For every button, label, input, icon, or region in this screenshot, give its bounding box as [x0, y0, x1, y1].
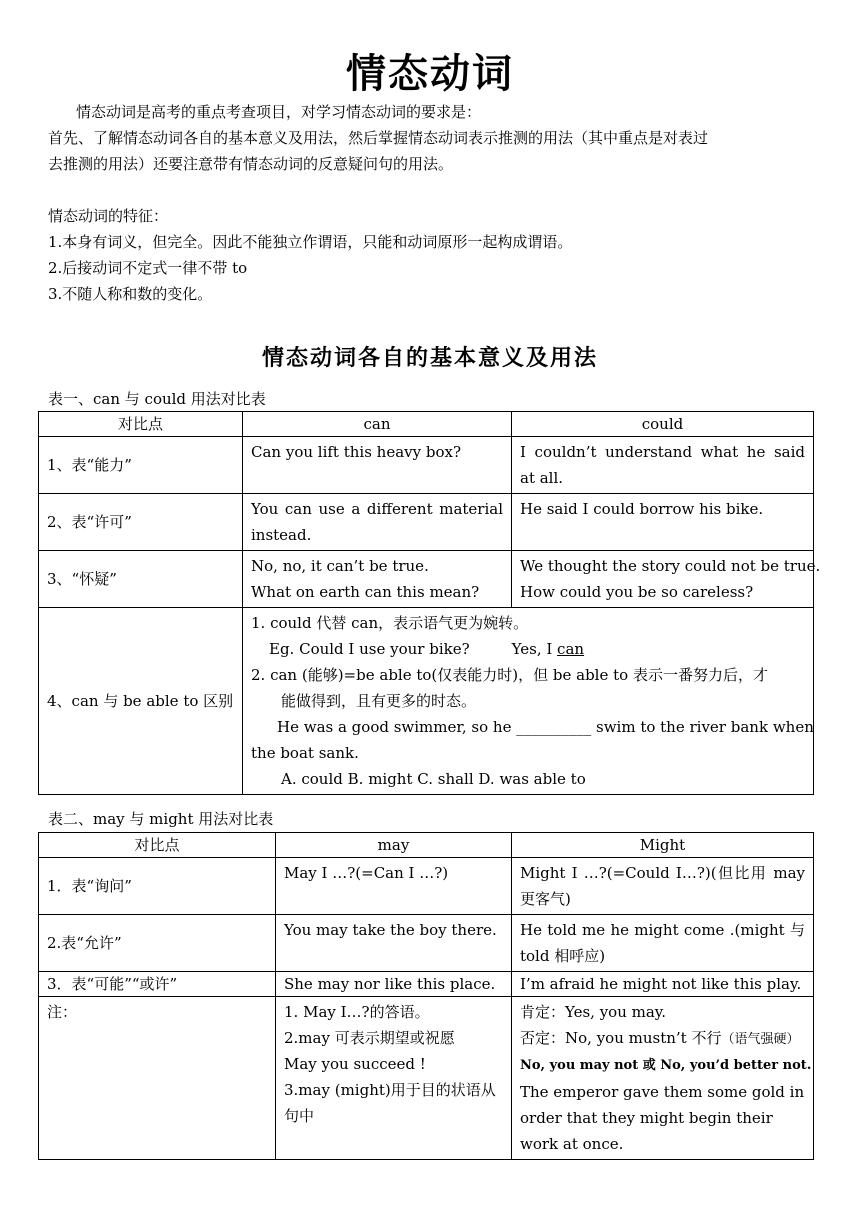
explanation-line: 能做得到，且有更多的时态。 [281, 692, 477, 710]
table-cell-could: I couldn’t understand what he said at all. [512, 437, 814, 494]
table-header-cell: may [276, 833, 512, 858]
note-line: No, you may not 或 No, you’d better not. [520, 1058, 812, 1073]
table-row [39, 997, 814, 1160]
example-answer-underlined: can [557, 640, 585, 658]
features-heading: 情态动词的特征： [48, 207, 169, 225]
exercise-question: the boat sank. [251, 744, 359, 762]
note-line: 1. May I…?的答语。 [284, 1003, 430, 1021]
intro-line-3: 去推测的用法）还要注意带有情态动词的反意疑问句的用法。 [48, 155, 454, 173]
can-could-table [38, 411, 821, 795]
note-line: The emperor gave them some gold in order that they might begin their work at once. [520, 1083, 805, 1153]
example-line: No, no, it can’t be true. [251, 557, 429, 575]
table-row [39, 608, 814, 795]
note-line [520, 1025, 805, 1053]
note-line: 2.may 可表示期望或祝愿 [284, 1029, 455, 1047]
section-title: 情态动词各自的基本意义及用法 [261, 346, 598, 371]
table-cell-may: You may take the boy there. [276, 915, 512, 972]
table-cell-might: I’m afraid he might not like this play. [512, 972, 814, 997]
page-title: 情态动词 [346, 51, 514, 97]
table1-caption: 表一、can 与 could 用法对比表 [48, 390, 266, 408]
table-cell-could [512, 551, 821, 608]
table-row [39, 494, 814, 551]
feature-item-2: 2.后接动词不定式一律不带 to [48, 259, 248, 277]
note-negative: 否定：No, you mustn’t 不行 [520, 1029, 722, 1047]
table-header-row [39, 412, 814, 437]
table-cell-can: You can use a different material instead. [243, 494, 512, 551]
note-line: 3.may (might)用于目的状语从句中 [284, 1081, 496, 1125]
table-cell-note-label: 注： [39, 997, 276, 1160]
explanation-example [251, 636, 805, 662]
table-cell-note-may [276, 997, 512, 1160]
example-line: How could you be so careless? [520, 583, 754, 601]
explanation-line: 1. could 代替 can，表示语气更为婉转。 [251, 614, 529, 632]
feature-item-3: 3.不随人称和数的变化。 [48, 285, 213, 303]
example-answer: Yes, I [511, 640, 558, 658]
example-question: Eg. Could I use your bike? [269, 640, 470, 658]
note-tone: （语气强硬） [721, 1032, 800, 1047]
table-cell-can: Can you lift this heavy box? [243, 437, 512, 494]
table-cell-can [243, 551, 512, 608]
table-row [39, 972, 814, 997]
table-cell-point: 3、“怀疑” [39, 551, 243, 608]
table-header-cell: could [512, 412, 814, 437]
table-header-cell: 对比点 [39, 833, 276, 858]
table-cell-point: 2、表“许可” [39, 494, 243, 551]
table-row [39, 551, 814, 608]
example-line: We thought the story could not be true. [520, 557, 821, 575]
table-header-cell: can [243, 412, 512, 437]
feature-item-1: 1.本身有词义，但完全。因此不能独立作谓语，只能和动词原形一起构成谓语。 [48, 233, 573, 251]
table-cell-may: May I …?(=Can I …?) [276, 858, 512, 915]
table-cell-explanation [243, 608, 814, 795]
table-cell-point: 4、can 与 be able to 区别 [39, 608, 243, 795]
table-cell-might: Might I …?(=Could I…?)(但比用 may 更客气) [512, 858, 814, 915]
intro-line-2: 首先、了解情态动词各自的基本意义及用法，然后掌握情态动词表示推测的用法（其中重点是对表过 [48, 129, 709, 147]
table-cell-point: 1．表“询问” [39, 858, 276, 915]
table-row [39, 858, 814, 915]
note-line: May you succeed ! [284, 1055, 426, 1073]
table-cell-might: He told me he might come .(might 与 told 相呼应) [512, 915, 814, 972]
table2-caption: 表二、may 与 might 用法对比表 [48, 810, 274, 828]
table-cell-point: 1、表“能力” [39, 437, 243, 494]
table-cell-point: 2.表“允许” [39, 915, 276, 972]
explanation-line: 2. can (能够)=be able to(仅表能力时)，但 be able to 表示一番努力后，才 [251, 666, 768, 684]
example-line: What on earth can this mean? [251, 583, 480, 601]
table-header-row [39, 833, 814, 858]
table-cell-note-might [512, 997, 814, 1160]
may-might-table [38, 832, 814, 1160]
note-line: 肯定：Yes, you may. [520, 1003, 667, 1021]
table-cell-could: He said I could borrow his bike. [512, 494, 814, 551]
table-cell-point: 3．表“可能”“或许” [39, 972, 276, 997]
intro-line-1: 情态动词是高考的重点考查项目，对学习情态动词的要求是： [76, 103, 482, 121]
table-cell-may: She may nor like this place. [276, 972, 512, 997]
exercise-question: He was a good swimmer, so he __________ swim to the river bank when [277, 718, 814, 736]
table-row [39, 915, 814, 972]
table-header-cell: Might [512, 833, 814, 858]
exercise-options: A. could B. might C. shall D. was able to [281, 770, 586, 788]
table-row [39, 437, 814, 494]
table-header-cell: 对比点 [39, 412, 243, 437]
